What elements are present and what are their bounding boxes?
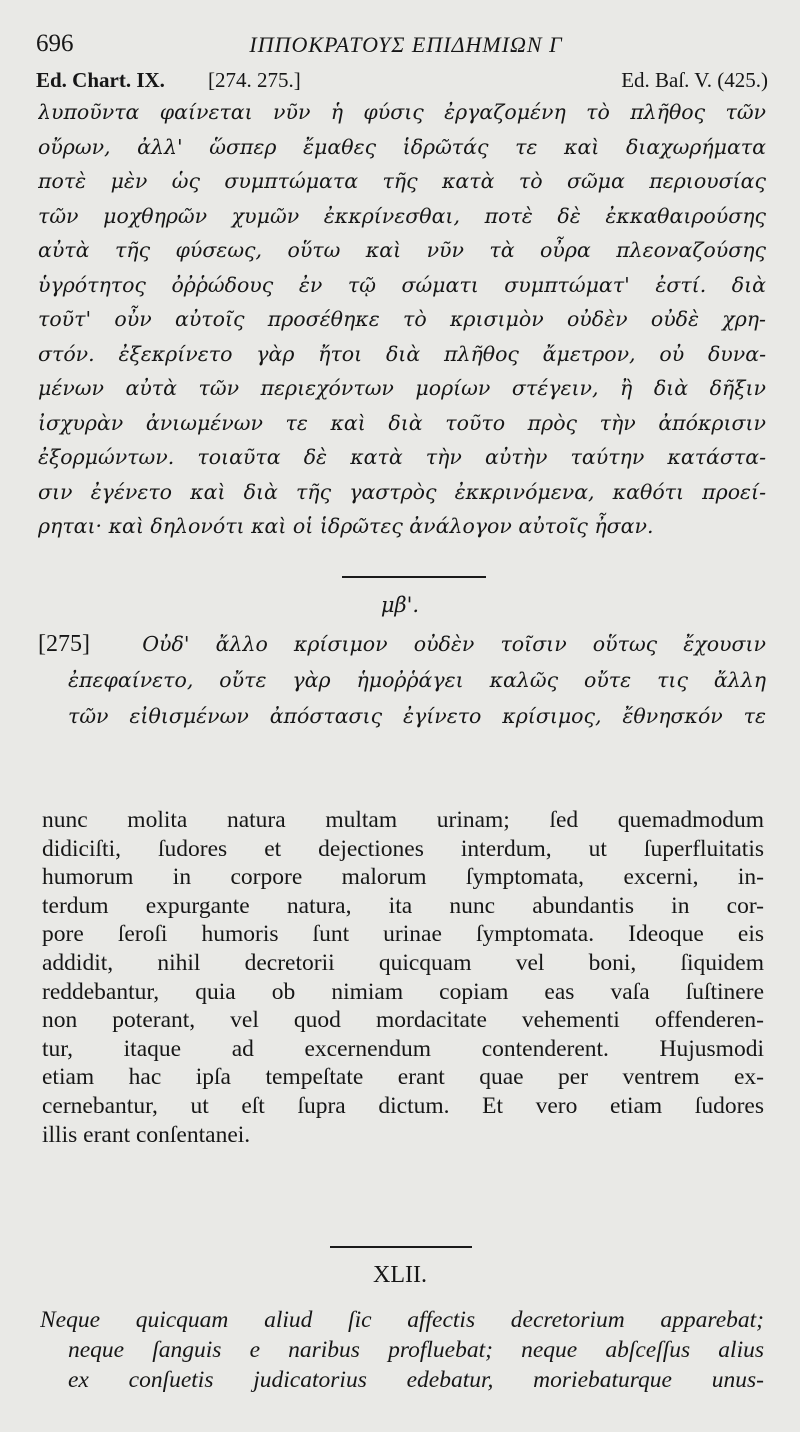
greek-aphorism-line: ἐπεφαίνετο, οὔτε γὰρ ἡμοῤῥάγει καλῶς οὔτε τις ἄλλη (68, 668, 766, 692)
greek-aphorism-line: τῶν εἰθισμένων ἀπόστασις ἐγίνετο κρίσιμος, ἔθνησκόν τε (68, 704, 766, 728)
greek-line: ὑγρότητος ὀῤῥώδους ἐν τῷ σώματι συμπτώματ' ἐστί. διὰ (38, 272, 766, 297)
greek-line: ἰσχυρὰν ἀνιωμένων τε καὶ διὰ τοῦτο πρὸς τὴν ἀπόκρισιν (38, 410, 766, 435)
running-header (36, 30, 776, 62)
greek-line: οὔρων, ἀλλ' ὥσπερ ἔμαθες ἱδρῶτάς τε καὶ διαχωρήματα (38, 134, 766, 159)
greek-aphorism-text: Οὐδ' ἄλλο κρίσιμον οὐδὲν τοῖσιν οὕτως ἔχουσιν (142, 632, 766, 656)
latin-commentary-block (42, 806, 764, 1149)
latin-aphorism-line: neque ſanguis e naribus profluebat; neque abſceſſus alius (68, 1337, 764, 1363)
latin-line: cernebantur, ut eſt ſupra dictum. Et vero etiam ſudores (42, 1092, 764, 1119)
latin-line: didiciſti, ſudores et dejectiones interdum, ut ſuperfluitatis (42, 835, 764, 862)
latin-aphorism-line: ex conſuetis judicatorius edebatur, moriebaturque unus- (68, 1367, 764, 1393)
edition-reference-line (36, 68, 768, 94)
latin-aphorism-block (40, 1305, 764, 1395)
greek-line: λυποῦντα φαίνεται νῦν ἡ φύσις ἐργαζομένη τὸ πλῆθος τῶν (38, 100, 766, 124)
latin-aphorism-line: Neque quicquam aliud ſic affectis decretorium apparebat; (40, 1307, 764, 1333)
ed-bas-label: Ed. Baſ. V. (425.) (621, 68, 768, 92)
greek-line: σιν ἐγένετο καὶ διὰ τῆς γαστρὸς ἐκκρινόμενα, καθότι προεί- (38, 479, 766, 504)
latin-line: addidit, nihil decretorii quicquam vel boni, ſiquidem (42, 949, 764, 976)
latin-line: non poterant, vel quod mordacitate vehementi offenderen- (42, 1007, 764, 1034)
page-marker: [275] (38, 631, 90, 657)
section-divider (342, 576, 486, 578)
greek-section-number: μβ'. (380, 593, 420, 617)
latin-line: humorum in corpore malorum ſymptomata, excerni, in- (42, 864, 764, 891)
latin-line: illis erant conſentanei. (42, 1121, 251, 1148)
greek-line: ἐξορμώντων. τοιαῦτα δὲ κατὰ τὴν αὐτὴν ταύτην κατάστα- (38, 445, 766, 469)
section-divider (330, 1246, 472, 1248)
chart-page-range: [274. 275.] (208, 68, 301, 92)
latin-line: reddebantur, quia ob nimiam copiam eas vaſa ſuſtinere (42, 978, 764, 1005)
latin-line: tur, itaque ad excernendum contenderent. Hujusmodi (42, 1035, 764, 1062)
running-title: ΙΠΠΟΚΡΑΤΟΥΣ ΕΠΙΔΗΜΙΩΝ Γ (249, 32, 563, 57)
greek-line: ρηται· καὶ δηλονότι καὶ οἱ ἱδρῶτες ἀνάλογον αὐτοῖς ἦσαν. (38, 514, 654, 538)
greek-aphorism-line (38, 626, 766, 662)
greek-line: τῶν μοχθηρῶν χυμῶν ἐκκρίνεσθαι, ποτὲ δὲ ἐκκαθαιρούσης (38, 203, 766, 228)
greek-line: μένων αὐτὰ τῶν περιεχόντων μορίων στέγειν, ἢ διὰ δῆξιν (38, 376, 766, 400)
greek-line: ποτὲ μὲν ὡς συμπτώματα τῆς κατὰ τὸ σῶμα περιουσίας (38, 169, 766, 193)
latin-line: nunc molita natura multam urinam; ſed quemadmodum (42, 807, 764, 833)
greek-commentary-block (38, 95, 766, 544)
greek-aphorism-block (38, 626, 766, 734)
latin-line: terdum expurgante natura, ita nunc abundantis in cor- (42, 892, 764, 919)
ed-chart-label: Ed. Chart. IX. (36, 68, 165, 92)
latin-line: pore ſeroſi humoris ſunt urinae ſymptomata. Ideoque eis (42, 921, 764, 948)
greek-line: τοῦτ' οὖν αὐτοῖς προσέθηκε τὸ κρισιμὸν οὐδὲν οὐδὲ χρη- (38, 307, 766, 331)
latin-line: etiam hac ipſa tempeſtate erant quae per ventrem ex- (42, 1064, 764, 1091)
page-number: 696 (36, 30, 74, 57)
latin-section-number: XLII. (373, 1262, 427, 1288)
greek-line: αὐτὰ τῆς φύσεως, οὕτω καὶ νῦν τὰ οὖρα πλεοναζούσης (38, 238, 766, 262)
greek-line: στόν. ἐξεκρίνετο γὰρ ἤτοι διὰ πλῆθος ἄμετρον, οὐ δυνα- (38, 341, 766, 366)
